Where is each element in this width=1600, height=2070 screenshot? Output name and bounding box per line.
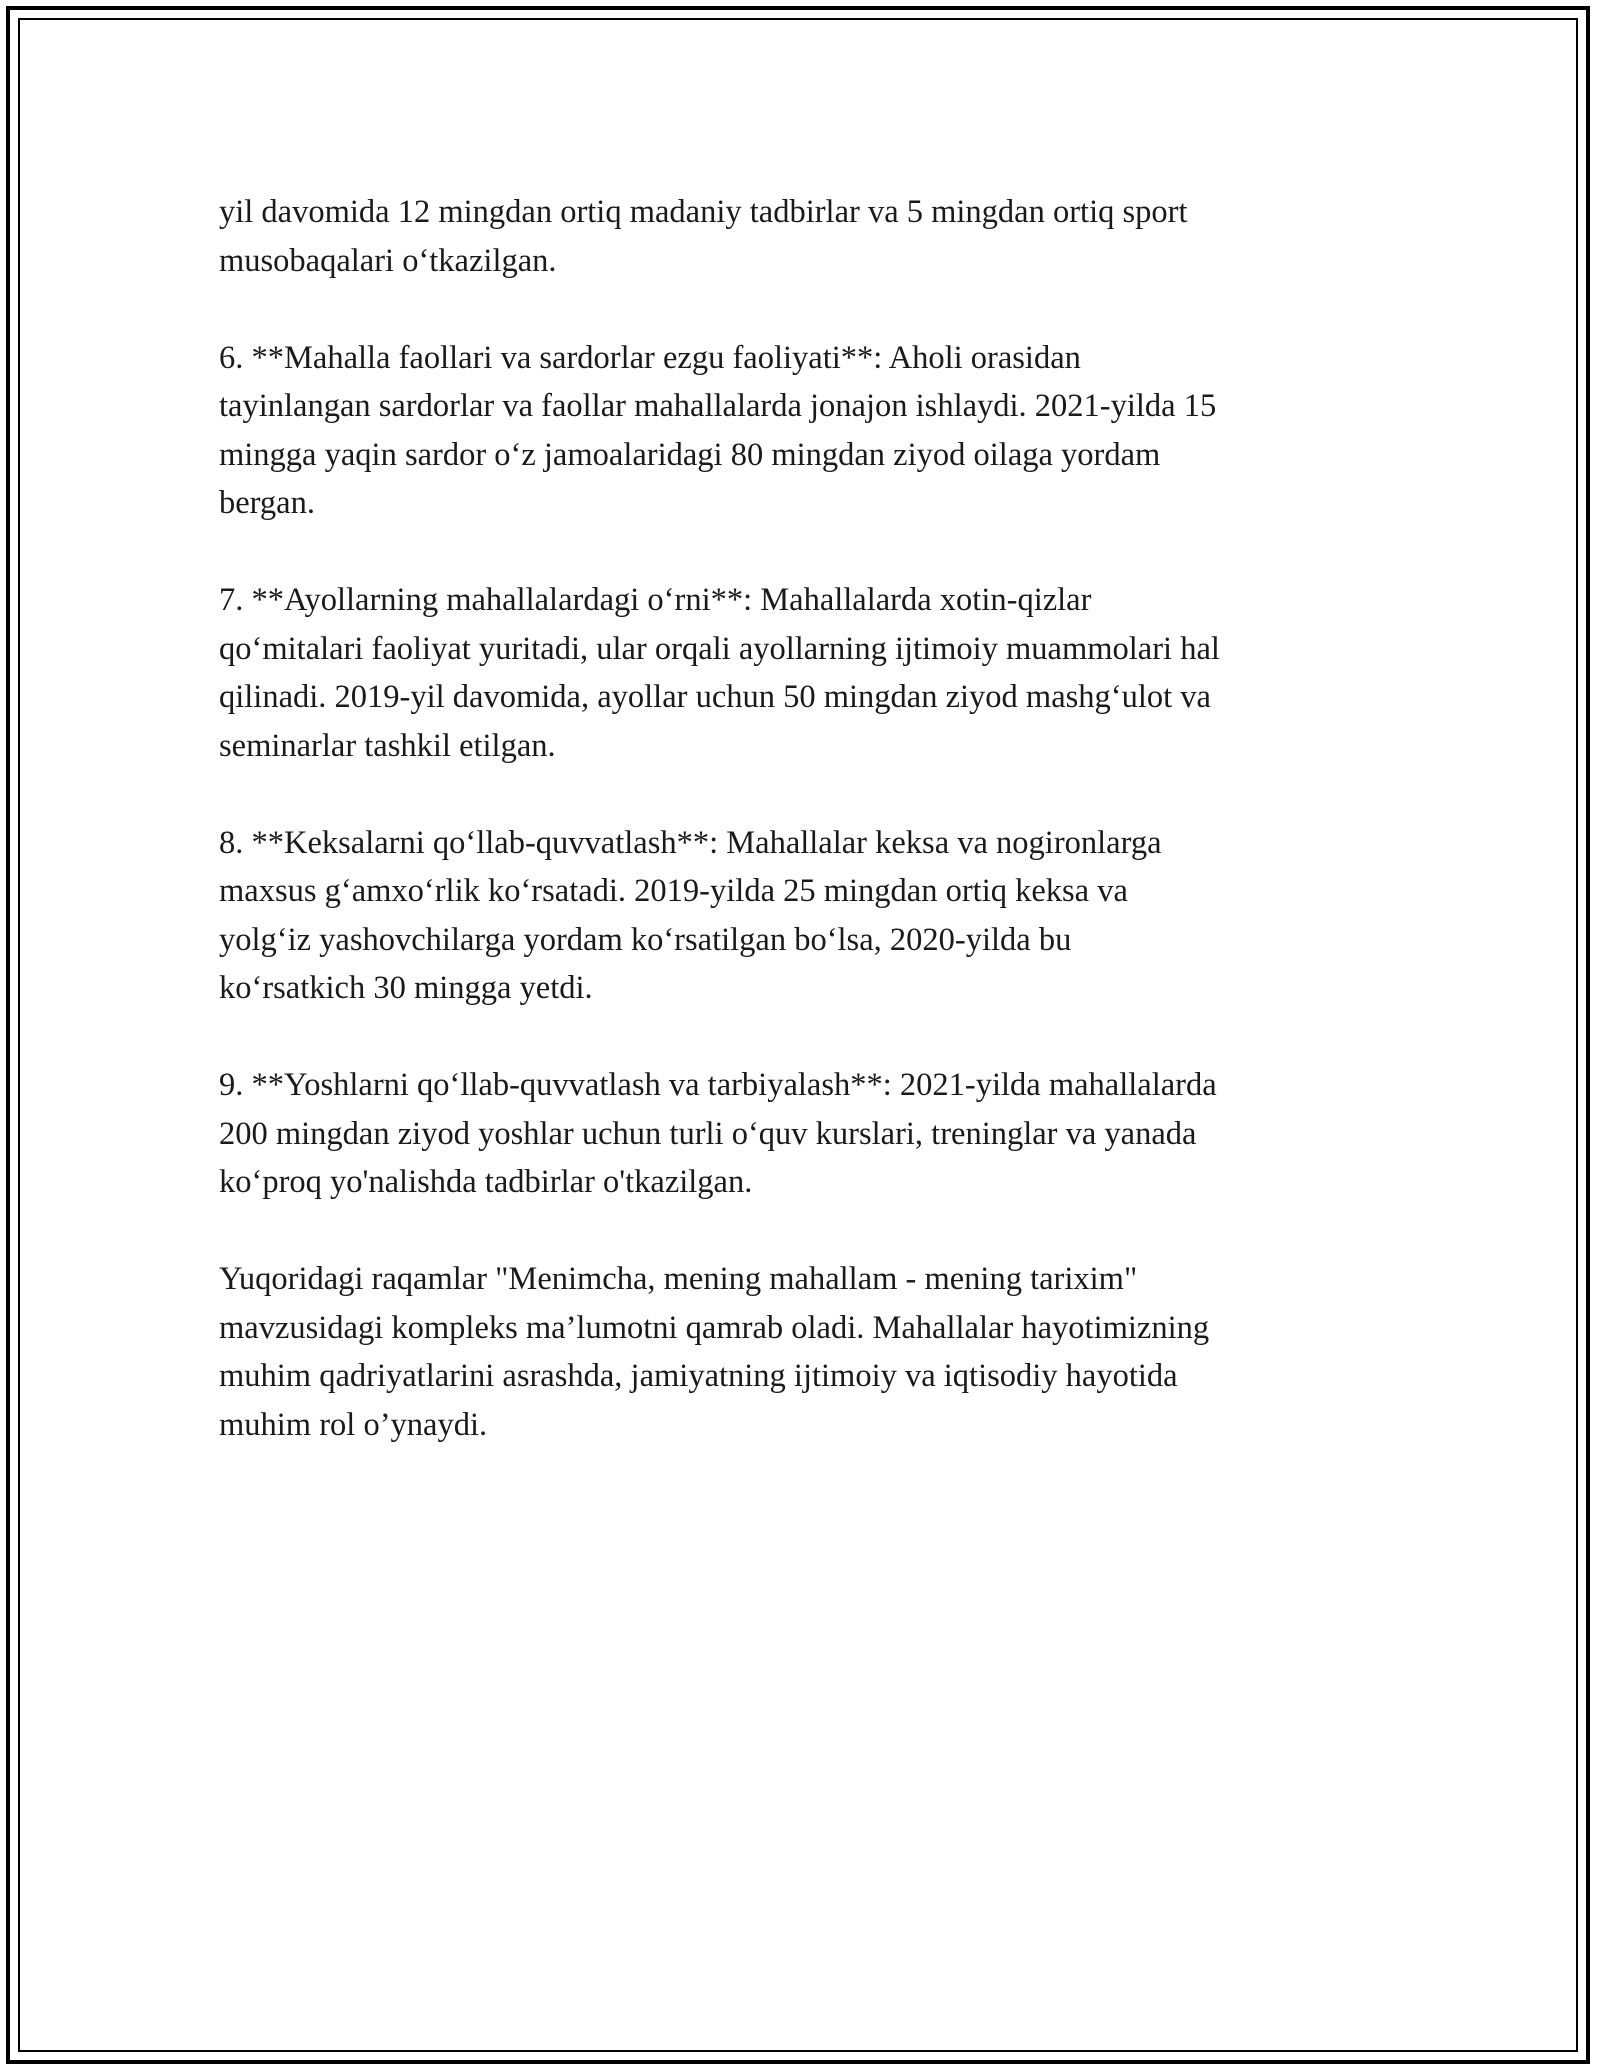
document-body (219, 188, 1399, 1449)
paragraph-item-7: 7. **Ayollarning mahallalardagi oʻrni**: Mahallalarda xotin-qizlar qoʻmitalari faoliyat yuritadi, ular orqali ayollarning ijtimoiy muammolari hal qilinadi. 2019-yil davomida, ayollar uchun 50 mingdan ziyod mashgʻulot va seminarlar tashkil etilgan. (219, 582, 1220, 764)
paragraph-item-9: 9. **Yoshlarni qoʻllab-quvvatlash va tarbiyalash**: 2021-yilda mahallalarda 200 mingdan ziyod yoshlar uchun turli oʻquv kurslari, treninglar va yanada koʻproq yo'nalishda tadbirlar o'tkazilgan. (219, 1067, 1217, 1200)
paragraph-intro-continuation: yil davomida 12 mingdan ortiq madaniy tadbirlar va 5 mingdan ortiq sport musobaqalari oʻtkazilgan. (219, 194, 1188, 279)
paragraph-conclusion: Yuqoridagi raqamlar "Menimcha, mening mahallam - mening tarixim" mavzusidagi kompleks ma’lumotni qamrab oladi. Mahallalar hayotimizning muhim qadriyatlarini asrashda, jamiyatning ijtimoiy va iqtisodiy hayotida muhim rol o’ynaydi. (219, 1261, 1210, 1443)
paragraph-item-6: 6. **Mahalla faollari va sardorlar ezgu faoliyati**: Aholi orasidan tayinlangan sardorlar va faollar mahallalarda jonajon ishlaydi. 2021-yilda 15 mingga yaqin sardor oʻz jamoalaridagi 80 mingdan ziyod oilaga yordam bergan. (219, 339, 1217, 521)
paragraph-item-8: 8. **Keksalarni qoʻllab-quvvatlash**: Mahallalar keksa va nogironlarga maxsus gʻamxoʻrlik koʻrsatadi. 2019-yilda 25 mingdan ortiq keksa va yolgʻiz yashovchilarga yordam koʻrsatilgan boʻlsa, 2020-yilda bu koʻrsatkich 30 mingga yetdi. (219, 824, 1162, 1006)
